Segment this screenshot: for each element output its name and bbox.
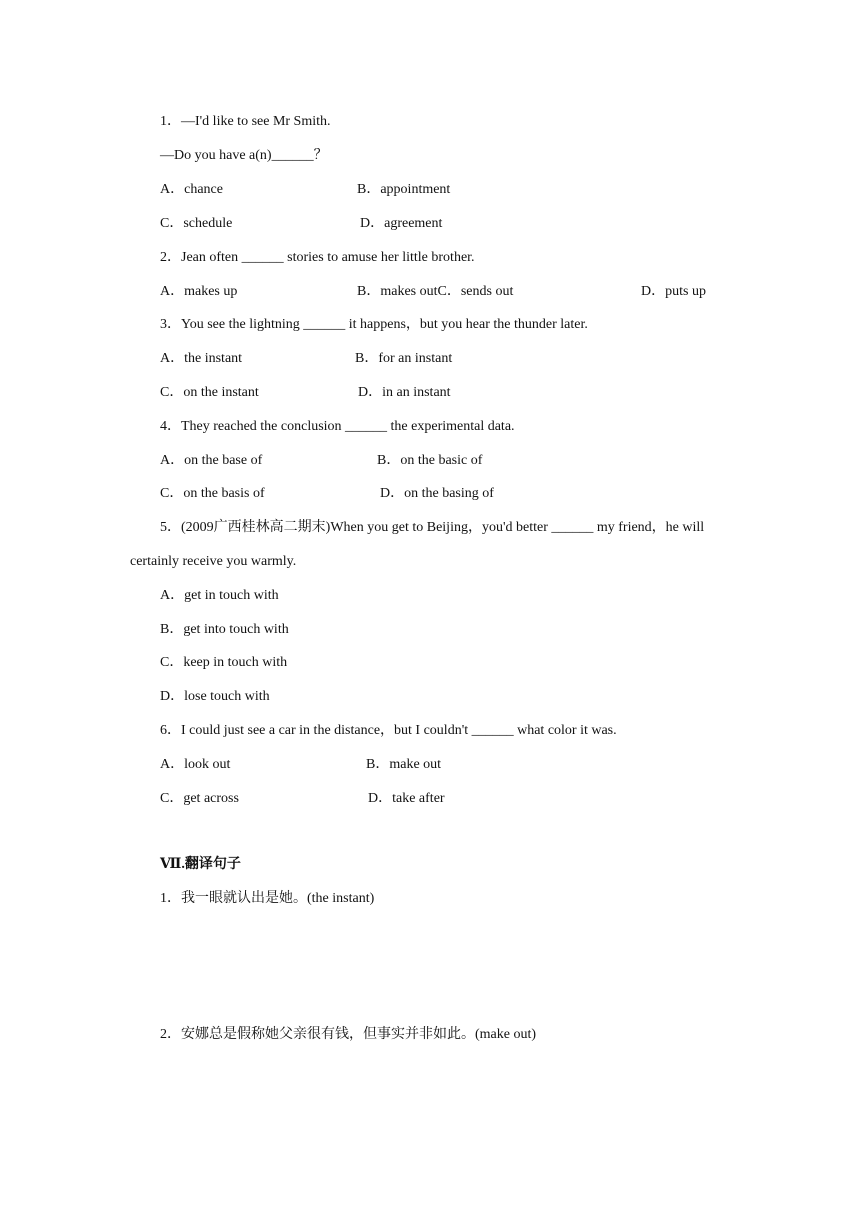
q5-option-a: A．get in touch with — [160, 588, 279, 603]
q6-stem: 6．I could just see a car in the distance，but I couldn't ______ what color it was. — [160, 723, 617, 738]
q5-option-c: C．keep in touch with — [160, 655, 288, 670]
q1-stem-line2: —Do you have a(n)______？ — [160, 148, 328, 163]
q1-option-d: D．agreement — [360, 216, 443, 231]
q5-stem-line2: certainly receive you warmly. — [130, 554, 297, 569]
q3-stem: 3．You see the lightning ______ it happens，but you hear the thunder later. — [160, 317, 588, 332]
q2-option-d: D．puts up — [641, 284, 706, 299]
q4-option-a: A．on the base of — [160, 453, 263, 468]
q4-stem: 4．They reached the conclusion ______ the experimental data. — [160, 419, 515, 434]
q5-stem: 5．(2009广西桂林高二期末)When you get to Beijing，you'd better ______ my friend，he will — [160, 520, 705, 535]
q6-option-b: B．make out — [366, 757, 442, 772]
q2-option-a: A．makes up — [160, 284, 238, 299]
q1-option-a: A．chance — [160, 182, 223, 197]
q3-option-d: D．in an instant — [358, 385, 451, 400]
q2-option-b-c: B．makes outC．sends out — [357, 284, 514, 299]
translation-item-1: 1．我一眼就认出是她。(the instant) — [160, 891, 375, 906]
q6-option-c: C．get across — [160, 791, 239, 806]
q5-option-d: D．lose touch with — [160, 689, 270, 704]
section-heading: Ⅶ.翻译句子 — [160, 857, 241, 872]
q6-option-d: D．take after — [368, 791, 445, 806]
q5-option-b: B．get into touch with — [160, 622, 289, 637]
q1-option-c: C．schedule — [160, 216, 233, 231]
q2-stem: 2．Jean often ______ stories to amuse her little brother. — [160, 250, 475, 265]
translation-item-2: 2．安娜总是假称她父亲很有钱，但事实并非如此。(make out) — [160, 1027, 537, 1042]
q1-option-b: B．appointment — [357, 182, 451, 197]
q6-option-a: A．look out — [160, 757, 231, 772]
q4-option-b: B．on the basic of — [377, 453, 483, 468]
q4-option-c: C．on the basis of — [160, 486, 265, 501]
q3-option-a: A．the instant — [160, 351, 243, 366]
q4-option-d: D．on the basing of — [380, 486, 494, 501]
q1-stem: 1．—I'd like to see Mr Smith. — [160, 114, 331, 129]
q3-option-b: B．for an instant — [355, 351, 453, 366]
q3-option-c: C．on the instant — [160, 385, 259, 400]
